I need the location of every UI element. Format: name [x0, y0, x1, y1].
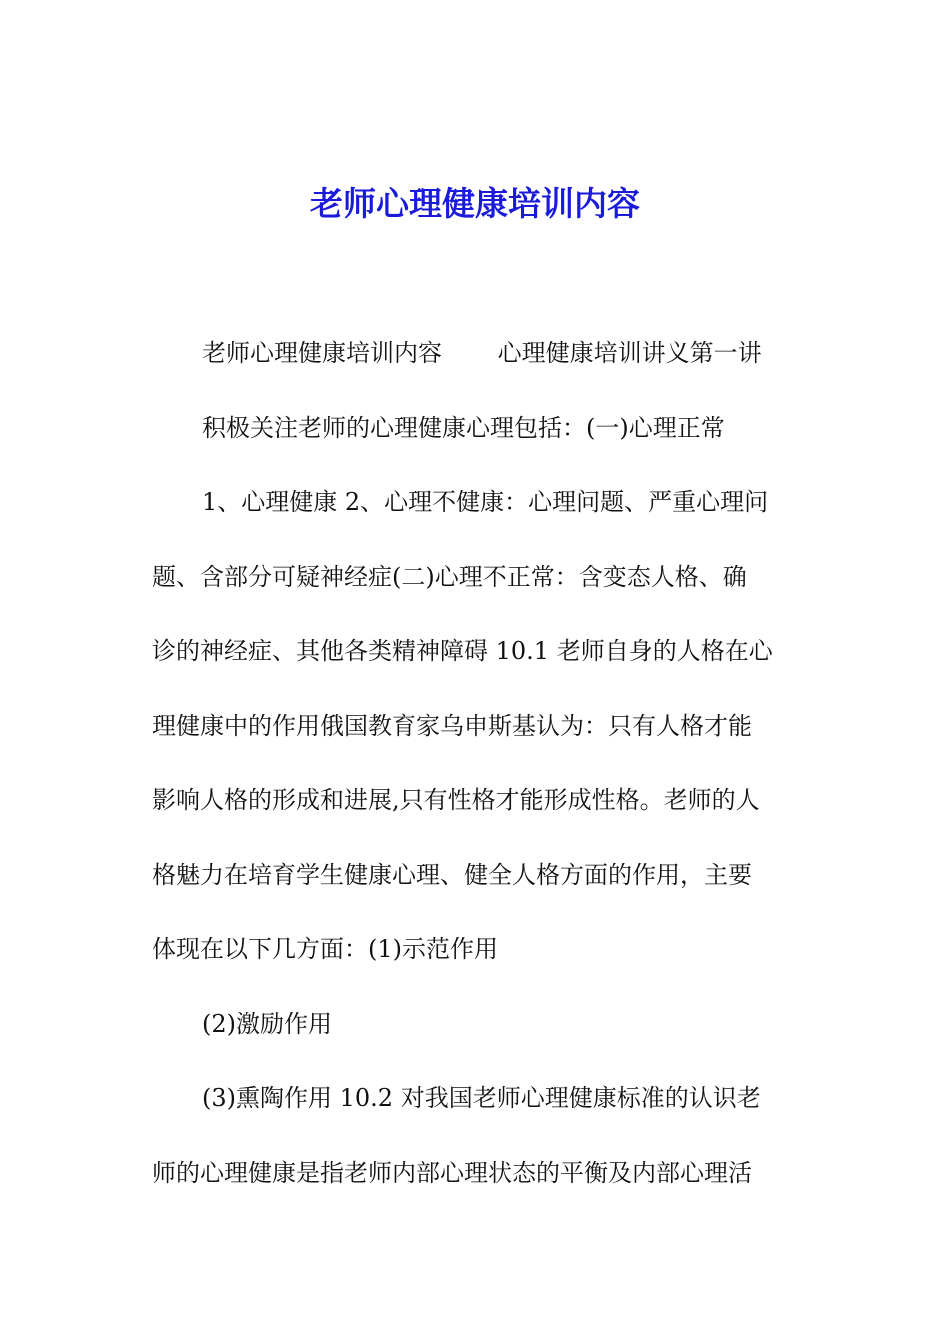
paragraph-line: 理健康中的作用俄国教育家乌申斯基认为：只有人格才能: [152, 711, 752, 740]
paragraph-line: 积极关注老师的心理健康心理包括：(一)心理正常: [202, 413, 725, 442]
paragraph-line: 题、含部分可疑神经症(二)心理不正常：含变态人格、确: [152, 562, 747, 591]
paragraph-line: (2)激励作用: [202, 1009, 332, 1038]
paragraph-line: 师的心理健康是指老师内部心理状态的平衡及内部心理活: [152, 1158, 752, 1187]
paragraph-line: 诊的神经症、其他各类精神障碍 10.1 老师自身的人格在心: [152, 637, 773, 665]
document-body: [152, 328, 812, 1222]
paragraph-line: (3)熏陶作用 10.2 对我国老师心理健康标准的认识老: [202, 1084, 761, 1112]
paragraph-line: 体现在以下几方面：(1)示范作用: [152, 935, 498, 963]
paragraph-line: 影响人格的形成和进展,只有性格才能形成性格。老师的人: [152, 786, 760, 814]
paragraph-line: 老师心理健康培训内容 心理健康培训讲义第一讲: [202, 339, 762, 367]
paragraph-line: 格魅力在培育学生健康心理、健全人格方面的作用，主要: [152, 860, 752, 889]
paragraph-line: 1、心理健康 2、心理不健康：心理问题、严重心理问: [202, 488, 769, 516]
document-title: 老师心理健康培训内容: [310, 184, 640, 223]
